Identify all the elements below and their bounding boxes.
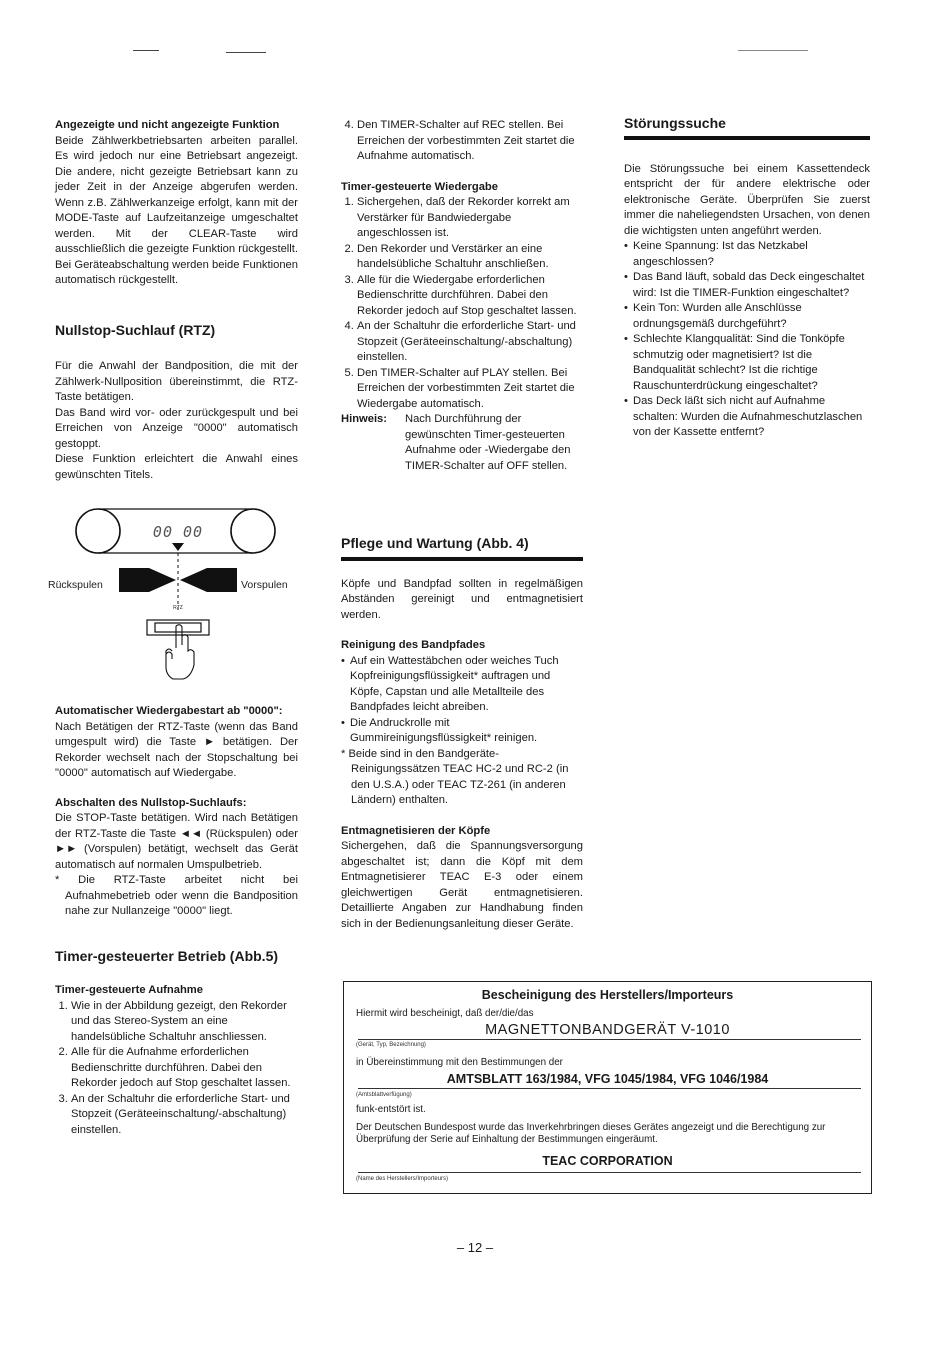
certificate-caption: (Amtsblattverfügung): [356, 1092, 412, 1098]
rtz-button-caption: RTZ: [173, 605, 183, 611]
list-item: • Schlechte Klangqualität: Sind die Tonköpfe schmutzig oder magnetisiert? Ist die Bandqualität schlecht? Ist die richtige Rauschunterdrückung eingeschaltet?: [633, 332, 870, 394]
rtz-off-heading: Abschalten des Nullstop-Suchlaufs:: [55, 796, 247, 809]
column-middle: [341, 118, 583, 474]
certificate-line: Der Deutschen Bundespost wurde das Inverkehrbringen dieses Gerätes angezeigt und die Berechtigung zur Überprüfung der Serie auf Einhaltung der Bestimmungen eingeräumt.: [356, 1122, 826, 1145]
column-right: [624, 116, 870, 441]
certificate-amtsblatt: AMTSBLATT 163/1984, VFG 1045/1984, VFG 1046/1984: [446, 1072, 769, 1086]
rtz-paragraph: Diese Funktion erleichtert die Anwahl eines gewünschten Titels.: [55, 453, 298, 481]
left-reel: [76, 509, 120, 553]
display-function-heading: Angezeigte und nicht angezeigte Funktion: [55, 119, 280, 131]
list-item: 1. Wie in der Abbildung gezeigt, den Rekorder und das Stereo-System an eine handelsübliche Schaltuhr anschliessen.: [71, 999, 298, 1046]
right-reel: [231, 509, 275, 553]
timer-rec-list-continued: [341, 118, 583, 165]
certificate-product: MAGNETTONBANDGERÄT V-1010: [485, 1022, 730, 1038]
rtz-button-housing: [147, 620, 209, 635]
demag-text: Sichergehen, daß die Spannungsversorgung abgeschaltet ist; dann die Köpf mit dem Entmagnetisierer TEAC E-3 oder einem gleichwertigen Gerät entmagnetisieren. Detaillierte Angaben zur Handhabung finden sich in der Bedienungsanleitung dieser Geräte.: [341, 840, 583, 930]
page-number: – 12 –: [456, 1240, 494, 1255]
forward-label: Vorspulen: [241, 579, 288, 591]
troubleshooting-intro: Die Störungssuche bei einem Kassettendeck entspricht der für andere elektrische oder elektronische Geräte. Überprüfen Sie zuerst immer die naheliegendsten Ursachen, von denen die wichtigsten unten angeführt werden.: [624, 162, 870, 237]
scan-mark: [133, 50, 159, 51]
rtz-section-title: Nullstop-Suchlauf (RTZ): [55, 321, 216, 338]
list-item: • Das Deck läßt sich nicht auf Aufnahme schalten: Wurden die Aufnahmeschutzlaschen von der Kassette entfernt?: [633, 394, 870, 441]
rewind-arrow: [149, 568, 176, 592]
rtz-off-note: * Die RTZ-Taste arbeitet nicht bei Aufnahmebetrieb oder wenn die Bandposition nahe zur Nullanzeige "0000" liegt.: [55, 874, 298, 917]
rtz-paragraph: Für die Anwahl der Bandposition, die mit der Zählwerk-Nullposition übereinstimmt, die RTZ-Taste betätigen.: [55, 360, 298, 403]
auto-play-text: Nach Betätigen der RTZ-Taste (wenn das Band umgespult wird) die Taste ► betätigen. Der Rekorder wechselt nach der Stopschaltung bei "0000" automatisch auf Wiedergabe.: [55, 720, 298, 779]
display-function-text: Beide Zählwerkbetriebsarten arbeiten parallel. Es wird jedoch nur eine Betriebsart angezeigt. Die andere, nicht gezeigte Betriebsart kann zu jeder Zeit in der Anzeige abgerufen werden. Wenn z.B. Zählwerkanzeige erfolgt, kann mit der MODE-Taste auf Laufzeitanzeige umgeschaltet werden. Mit der CLEAR-Taste wird ausschließlich die gezeigte Funktion rückgestellt. Bei Geräteabschaltung werden beide Funktionen automatisch rückgestellt.: [55, 134, 298, 286]
column-left: [55, 118, 298, 483]
list-item: 4. An der Schaltuhr die erforderliche Start- und Stopzeit (Geräteeinschaltung/-abschaltung) einstellen.: [357, 319, 583, 366]
timer-play-list: [341, 195, 583, 412]
demag-heading: Entmagnetisieren der Köpfe: [341, 824, 491, 837]
list-item: • Kein Ton: Wurden alle Anschlüsse ordnungsgemäß durchgeführt?: [633, 301, 870, 332]
scan-mark: [226, 52, 266, 53]
care-intro: Köpfe und Bandpfad sollten in regelmäßigen Abständen gereinigt und entmagnetisiert werden.: [341, 577, 583, 621]
tape-position-marker: [172, 543, 184, 551]
certificate-line: Hiermit wird bescheinigt, daß der/die/das: [356, 1008, 534, 1019]
list-item: • Das Band läuft, sobald das Deck eingeschaltet wird: Ist die TIMER-Funktion eingeschaltet?: [633, 270, 870, 301]
hint-block: [341, 412, 583, 474]
list-item: 3. Alle für die Wiedergabe erforderlichen Bedienschritte durchführen. Dabei den Rekorder jedoch auf Stop geschaltet lassen.: [357, 273, 583, 320]
list-item: • Keine Spannung: Ist das Netzkabel angeschlossen?: [633, 239, 870, 270]
list-item: 2. Alle für die Aufnahme erforderlichen Bedienschritte durchführen. Dabei den Rekorder jedoch auf Stop geschaltet lassen.: [71, 1045, 298, 1092]
column-middle-care: [341, 536, 583, 932]
care-section-title: Pflege und Wartung (Abb. 4): [341, 535, 529, 551]
timer-rec-heading: Timer-gesteuerte Aufnahme: [55, 984, 203, 996]
certificate-caption: (Name des Herstellers/Importeurs): [356, 1176, 449, 1182]
certificate-company: TEAC CORPORATION: [542, 1154, 673, 1168]
certificate-underline: [358, 1172, 861, 1173]
rewind-label: Rückspulen: [48, 579, 103, 591]
certificate-underline: [358, 1088, 861, 1089]
troubleshooting-list: [624, 239, 870, 441]
rtz-paragraph: Das Band wird vor- oder zurückgespult und bei Erreichen von Anzeige "0000" automatisch gestoppt.: [55, 406, 298, 450]
list-item: • Die Andruckrolle mit Gummireinigungsflüssigkeit* reinigen.: [350, 716, 583, 747]
scan-mark: [738, 50, 808, 51]
certificate-caption: (Gerät, Typ, Bezeichnung): [356, 1042, 426, 1048]
timer-rec-list: [55, 999, 298, 1139]
rtz-figure: [45, 505, 300, 685]
manufacturer-certificate: [343, 981, 872, 1194]
list-item: 5. Den TIMER-Schalter auf PLAY stellen. Bei Erreichen der vorbestimmten Zeit startet die Wiedergabe automatisch.: [357, 366, 583, 413]
rtz-off-text: Die STOP-Taste betätigen. Wird nach Betätigen der RTZ-Taste die Taste ◄◄ (Rückspulen) oder ►► (Vorspulen) betätigt, wechselt das Gerät automatisch auf normalen Umspulbetrieb.: [55, 812, 298, 871]
hint-label: Hinweis:: [341, 413, 388, 425]
list-item: 3. An der Schaltuhr die erforderliche Start- und Stopzeit (Geräteeinschaltung/-abschaltung) einstellen.: [71, 1092, 298, 1139]
list-item: 4. Den TIMER-Schalter auf REC stellen. Bei Erreichen der vorbestimmten Zeit startet die Aufnahme automatisch.: [357, 118, 583, 165]
list-item: • Auf ein Wattestäbchen oder weiches Tuch Kopfreinigungsflüssigkeit* auftragen und Köpfe, Capstan und alle Metallteile des Bandpfades leicht abreiben.: [350, 654, 583, 716]
timer-section-title: Timer-gesteuerter Betrieb (Abb.5): [55, 947, 279, 964]
certificate-title: Bescheinigung des Herstellers/Importeurs: [481, 988, 734, 1002]
certificate-line: funk-entstört ist.: [356, 1104, 426, 1115]
auto-play-heading: Automatischer Wiedergabestart ab "0000":: [55, 705, 283, 717]
pressing-hand-icon: [166, 625, 194, 679]
list-item: 2. Den Rekorder und Verstärker an eine handelsübliche Schaltuhr anschließen.: [357, 242, 583, 273]
hint-text: Nach Durchführung der gewünschten Timer-gesteuerten Aufnahme oder -Wiedergabe den TIMER-Schalter auf OFF stellen.: [405, 413, 571, 472]
section-rule: [624, 136, 870, 140]
certificate-underline: [358, 1039, 861, 1040]
timer-play-heading: Timer-gesteuerte Wiedergabe: [341, 180, 498, 193]
clean-list: [341, 654, 583, 747]
clean-note: * Beide sind in den Bandgeräte-Reinigungssätzen TEAC HC-2 und RC-2 (in den U.S.A.) oder TEAC TZ-261 (in anderen Ländern) enthalten.: [341, 747, 569, 806]
counter-display: 00 00: [152, 523, 204, 541]
forward-arrow: [180, 568, 207, 592]
clean-heading: Reinigung des Bandpfades: [341, 639, 486, 651]
column-left-lower: [55, 704, 298, 1138]
section-rule: [341, 557, 583, 561]
certificate-line: in Übereinstimmung mit den Bestimmungen der: [356, 1057, 563, 1068]
list-item: 1. Sichergehen, daß der Rekorder korrekt am Verstärker für Bandwiedergabe angeschlossen ist.: [357, 195, 583, 242]
troubleshooting-title: Störungssuche: [624, 115, 726, 131]
